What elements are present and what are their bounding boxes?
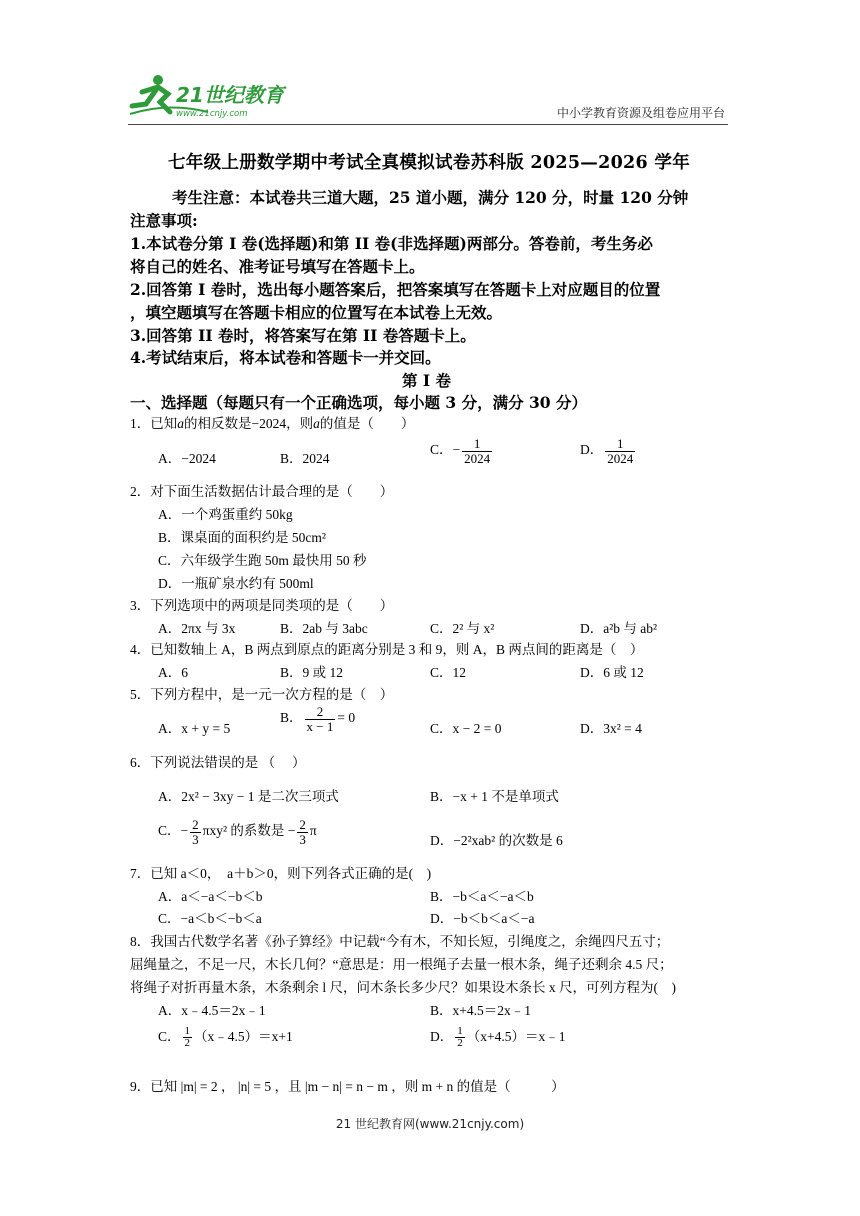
cautions-heading: 注意事项: [130,211,198,230]
question-2-stem: 2．对下面生活数据估计最合理的是（ ） [130,484,394,499]
caution-line: 4.考试结束后，将本试卷和答题卡一并交回。 [130,348,441,367]
caution-line: 1.本试卷分第 I 卷(选择题)和第 II 卷(非选择题)两部分。答卷前，考生务必 [130,234,653,253]
question-6-option-a: A．2x² − 3xy − 1 是二次三项式 [158,789,339,804]
question-3-stem: 3．下列选项中的两项是同类项的是（ ） [130,598,394,613]
caution-line: ，填空题填写在答题卡相应的位置写在本试卷上无效。 [130,303,503,322]
question-7-stem: 7．已知 a＜0， a＋b＞0，则下列各式正确的是( ) [130,866,432,881]
page-title: 七年级上册数学期中考试全真模拟试卷苏科版 2025—2026 学年 [168,153,690,173]
question-7-option-d: D．−b＜b＜a＜−a [430,911,535,926]
question-1-stem: 1．已知a的相反数是−2024，则a的值是（ ） [130,416,415,431]
question-8-line: 屈绳量之，不足一尺，木长几何？“意思是：用一根绳子去量一根木条，绳子还剩余 4.5 尺； [130,957,673,972]
question-7-option-b: B．−b＜a＜−a＜b [430,889,534,904]
question-1-option-c: C．− $\frac{1}{2024}$ [430,436,491,466]
question-8-line: 8．我国古代数学名著《孙子算经》中记载“今有木，不知长短，引绳度之，余绳四尺五寸； [130,934,670,949]
question-5-option-d: D．3x² = 4 [580,721,642,736]
question-5-option-c: C．x − 2 = 0 [430,721,502,736]
question-6-stem: 6．下列说法错误的是 （ ） [130,755,306,770]
question-1-option-d: D． $\frac{1}{2024}$ [580,436,634,466]
question-6-option-b: B．−x + 1 不是单项式 [430,789,559,804]
question-7-option-c: C．−a＜b＜−b＜a [158,911,262,926]
question-8-option-c: C． $\frac{1}{2}$ （x﹣4.5）＝x+1 [158,1024,293,1050]
question-8-option-b: B．x+4.5＝2x﹣1 [430,1003,531,1018]
question-7-option-a: A．a＜−a＜−b＜b [158,889,263,904]
question-4-option-a: A．6 [158,665,188,680]
question-4-option-d: D．6 或 12 [580,665,644,680]
question-4-stem: 4．已知数轴上 A，B 两点到原点的距离分别是 3 和 9，则 A，B 两点间的距离是（ ） [130,642,644,657]
question-5-option-b: B． $\frac{2}{x - 1}$ = 0 [280,704,356,734]
question-3-option-d: D．a²b 与 ab² [580,621,658,636]
question-8-option-a: A．x﹣4.5＝2x﹣1 [158,1003,266,1018]
question-8-line: 将绳子对折再量木条，木条剩余 l 尺，问木条长多少尺？如果设木条长 x 尺，可列方程为( ) [130,980,676,995]
question-2-option-a: A．一个鸡蛋重约 50kg [158,507,293,522]
caution-line: 2.回答第 I 卷时，选出每小题答案后，把答案填写在答题卡上对应题目的位置 [130,280,661,299]
question-1-option-b: B．2024 [280,451,330,466]
question-5-option-a: A．x + y = 5 [158,721,231,736]
question-2-option-d: D．一瓶矿泉水约有 500ml [158,576,314,591]
question-6-option-c: C．− $\frac{2}{3}$ πxy² 的系数是 − $\frac{2}{3}$ π [158,817,317,847]
logo-text: 21世纪教育 [176,83,284,107]
volume-title: 第 I 卷 [402,371,452,390]
caution-line: 3.回答第 II 卷时，将答案写在第 II 卷答题卡上。 [130,326,476,345]
platform-name: 中小学教育资源及组卷应用平台 [556,106,725,120]
exam-notice: 考生注意：本试卷共三道大题，25 道小题，满分 120 分，时量 120 分钟 [172,188,689,207]
question-9-stem: 9．已知 |m| = 2 ， |n| = 5 ，且 |m − n| = n − m ，则 m + n 的值是（ ） [130,1079,565,1094]
question-3-option-b: B．2ab 与 3abc [280,621,368,636]
footer: 21 世纪教育网(www.21cnjy.com) [335,1117,525,1131]
question-3-option-c: C．2² 与 x² [430,621,495,636]
question-4-option-c: C．12 [430,665,467,680]
question-4-option-b: B．9 或 12 [280,665,344,680]
question-8-option-d: D． $\frac{1}{2}$ （x+4.5）＝x﹣1 [430,1024,566,1050]
question-5-stem: 5．下列方程中，是一元一次方程的是（ ） [130,687,394,702]
question-6-option-d: D．−2²xab² 的次数是 6 [430,833,563,848]
header-divider [128,124,728,125]
site-logo [128,72,288,122]
question-3-option-a: A．2πx 与 3x [158,621,236,636]
caution-line: 将自己的姓名、准考证号填写在答题卡上。 [130,257,425,276]
question-2-option-b: B．课桌面的面积约是 50cm² [158,530,326,545]
question-2-option-c: C．六年级学生跑 50m 最快用 50 秒 [158,553,367,568]
section-title: 一、选择题（每题只有一个正确选项，每小题 3 分，满分 30 分） [130,393,587,412]
logo-url: www.21cnjy.com [176,109,248,119]
question-1-option-a: A．−2024 [158,451,216,466]
